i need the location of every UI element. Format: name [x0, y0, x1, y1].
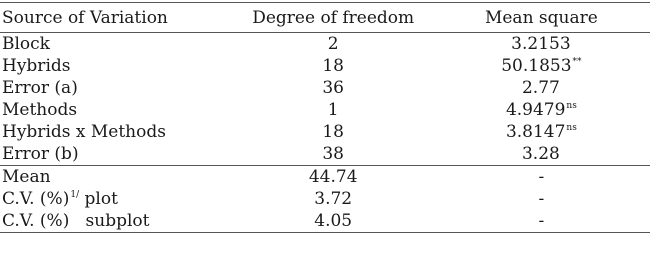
- row-df: 38: [234, 143, 433, 166]
- row-ms: [433, 143, 650, 166]
- summary-label: C.V. (%) subplot: [2, 211, 150, 231]
- significance-mark: ns: [566, 123, 577, 133]
- summary-ms: -: [538, 167, 545, 187]
- table-row: [0, 99, 650, 121]
- row-ms: [433, 121, 650, 143]
- summary-df: 3.72: [314, 189, 353, 209]
- summary-ms: -: [433, 210, 650, 233]
- summary-df: 4.05: [234, 210, 433, 233]
- row-source: Hybrids: [2, 56, 71, 76]
- table-row: [0, 121, 650, 143]
- significance-mark: ns: [566, 101, 577, 111]
- row-source: Block: [2, 34, 50, 54]
- significance-mark: **: [572, 57, 582, 67]
- ms-value: 3.2153: [511, 34, 571, 54]
- summary-row: [0, 166, 650, 189]
- row-source: Hybrids x Methods: [2, 122, 166, 142]
- row-ms: [433, 99, 650, 121]
- summary-ms: -: [538, 189, 545, 209]
- row-df: 18: [322, 56, 344, 76]
- table-row: [0, 33, 650, 56]
- row-ms: [433, 77, 650, 99]
- ms-value: 4.9479: [505, 100, 566, 120]
- table-row: [0, 143, 650, 166]
- row-df: 36: [322, 78, 344, 98]
- summary-row: [0, 188, 650, 210]
- header-source: Source of Variation: [2, 7, 168, 28]
- summary-df: 44.74: [308, 167, 358, 187]
- summary-label: C.V. (%): [2, 189, 70, 209]
- ms-value: 2.77: [521, 78, 560, 98]
- summary-source: [0, 188, 234, 210]
- summary-label: Mean: [2, 167, 51, 187]
- table-header: [0, 3, 650, 33]
- row-source: Error (b): [0, 143, 234, 166]
- row-source: Methods: [2, 100, 78, 120]
- summary-body: [0, 166, 650, 233]
- header-ms: Mean square: [484, 7, 598, 28]
- header-row: [0, 3, 650, 33]
- ms-value: 50.1853: [501, 56, 572, 76]
- summary-source: [0, 210, 234, 233]
- table-row: [0, 55, 650, 77]
- row-ms: [433, 55, 650, 77]
- anova-body: [0, 33, 650, 166]
- row-ms: [433, 33, 650, 56]
- row-df: 1: [327, 100, 339, 120]
- ms-value: 3.8147: [505, 122, 566, 142]
- summary-row: [0, 210, 650, 233]
- row-df: 2: [327, 34, 339, 54]
- anova-table: [0, 2, 650, 233]
- footnote-mark: 1/: [70, 190, 80, 200]
- summary-source: [0, 166, 234, 189]
- header-df: Degree of freedom: [252, 7, 415, 28]
- row-source: Error (a): [2, 78, 78, 98]
- table-row: [0, 77, 650, 99]
- ms-value: 3.28: [521, 144, 560, 164]
- row-df: 18: [322, 122, 344, 142]
- summary-label-suffix: plot: [79, 189, 118, 209]
